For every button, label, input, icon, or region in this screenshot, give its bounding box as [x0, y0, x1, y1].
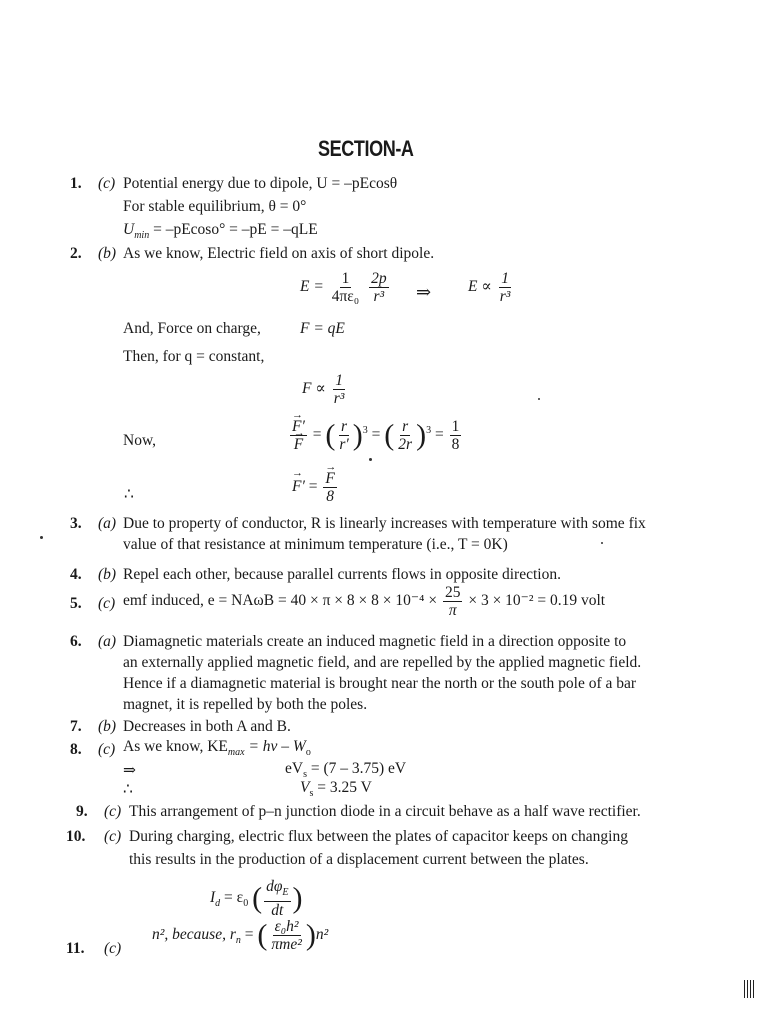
question-8-line-1 — [123, 738, 311, 758]
question-11-line-1: n², because, $r_n$ = ( $\frac{\text{ε₀h²}}{\text{πme²}}$ )n² — [152, 918, 329, 953]
epsilon-part: = ε — [220, 889, 244, 907]
question-10-line-2: this results in the production of a displacement current between the plates. — [129, 851, 589, 868]
question-8-number: 8. — [70, 741, 82, 758]
vs-rest: = 3.25 V — [313, 779, 372, 796]
n2-because: n², because, r — [152, 926, 236, 944]
rn-subscript: n — [235, 935, 241, 947]
now-label: Now, — [123, 432, 157, 449]
proportional-equation — [468, 270, 514, 305]
question-5-number: 5. — [70, 595, 82, 612]
vs-prefix: V — [300, 779, 310, 796]
question-3-line-1: Due to property of conductor, R is linearly increases with temperature with some fix — [123, 515, 646, 532]
question-4-line-1: Repel each other, because parallel currents flows in opposite direction. — [123, 566, 561, 583]
question-7-option: (b) — [98, 718, 117, 735]
question-11-number: 11. — [66, 940, 85, 957]
emf-frac-num: 25 — [444, 584, 461, 601]
e-proportional: E ∝ — [468, 278, 492, 296]
dphi: dφ — [266, 878, 283, 895]
question-3-option: (a) — [98, 515, 117, 532]
question-1-line-3 — [123, 221, 318, 241]
question-8-therefore: ∴ — [123, 781, 133, 798]
force-equation: F = qE — [300, 320, 345, 337]
corner-stamp — [718, 980, 754, 998]
rn-equals: = — [240, 926, 254, 944]
vs-subscript: s — [309, 788, 314, 800]
question-8-implies: ⇒ — [123, 762, 136, 779]
e-equals: E = — [300, 278, 324, 296]
emf-expression: emf induced, e = NAωB = 40 × π × 8 × 8 × 10⁻⁴ × — [123, 592, 438, 610]
dphi-subscript: E — [282, 887, 289, 899]
frac2-den: r³ — [373, 288, 385, 305]
dt: dt — [271, 902, 284, 920]
question-4-number: 4. — [70, 566, 82, 583]
ev-prefix: eV — [285, 760, 304, 777]
question-9-number: 9. — [76, 803, 88, 820]
min-subscript: min — [134, 230, 150, 242]
scan-speck — [601, 542, 603, 544]
force-proportional — [302, 372, 348, 407]
question-9-line-1: This arrangement of p–n junction diode in a circuit behave as a half wave rectifier. — [129, 803, 641, 820]
f-proportional: F ∝ — [302, 380, 326, 398]
implies-symbol: ⇒ — [416, 282, 432, 302]
question-10-number: 10. — [66, 828, 86, 845]
question-2-option: (b) — [98, 245, 117, 262]
question-4-option: (b) — [98, 566, 117, 583]
question-11-option: (c) — [104, 940, 122, 957]
therefore-symbol: ∴ — [124, 486, 134, 503]
question-5-line-1 — [123, 584, 605, 619]
u-symbol: U — [123, 221, 135, 238]
displacement-current-equation: $I_d = \varepsilon_0$ ( $\frac{d\varphi_E}{dt}$ ) — [210, 878, 303, 920]
final-force-equation: → F′ = → $\frac{F}{8}$ — [292, 470, 339, 505]
prop-den: r³ — [499, 288, 511, 305]
question-9-option: (c) — [104, 803, 122, 820]
id-subscript: d — [215, 898, 221, 910]
question-7-line-1: Decreases in both A and B. — [123, 718, 291, 735]
then-line: Then, for q = constant, — [123, 348, 265, 365]
final-den: 8 — [326, 488, 334, 505]
electric-field-equation — [300, 270, 391, 305]
ev-subscript: s — [303, 769, 307, 781]
question-3-number: 3. — [70, 515, 82, 532]
scan-speck — [538, 398, 540, 400]
epsilon-subscript: 0 — [243, 898, 249, 910]
question-6-line-2: an externally applied magnetic field, and are repelled by the applied magnetic field. — [123, 654, 642, 671]
question-8-option: (c) — [98, 741, 116, 758]
emf-result: × 3 × 10⁻² = 0.19 volt — [468, 592, 606, 610]
question-6-number: 6. — [70, 633, 82, 650]
scan-speck — [369, 458, 372, 461]
final-num: → F — [325, 470, 334, 487]
question-1-line-2: For stable equilibrium, θ = 0° — [123, 198, 307, 215]
frac1-num: 1 — [341, 270, 350, 287]
u-min-expression: = –pEcoso° = –pE = –qLE — [149, 221, 318, 238]
fprop-den: r³ — [333, 390, 345, 407]
ke-rest: = hν – W — [244, 738, 306, 755]
ke-prefix: As we know, KE — [123, 738, 228, 755]
rn-frac-den: πme² — [271, 936, 302, 953]
question-6-line-3: Hence if a diamagnetic material is brought near the north or the south pole of a bar — [123, 675, 637, 692]
question-7-number: 7. — [70, 718, 82, 735]
rn-frac-num: ε₀h² — [274, 918, 299, 935]
question-6-line-1: Diamagnetic materials create an induced magnetic field in a direction opposite to — [123, 633, 627, 650]
prop-num: 1 — [501, 270, 509, 287]
id-symbol: I — [210, 889, 216, 907]
wo-subscript: o — [305, 747, 311, 759]
question-6-line-4: magnet, it is repelled by both the poles. — [123, 696, 368, 713]
force-label: And, Force on charge, — [123, 320, 261, 337]
max-subscript: max — [227, 747, 245, 759]
question-2-line-1: As we know, Electric field on axis of short dipole. — [123, 245, 435, 262]
question-8-line-3 — [300, 779, 372, 799]
fprop-num: 1 — [335, 372, 343, 389]
question-1-number: 1. — [70, 175, 82, 192]
frac2-num: 2p — [371, 270, 387, 287]
question-1-option: (c) — [98, 175, 116, 192]
question-10-line-1: During charging, electric flux between the plates of capacitor keeps on changing — [129, 828, 628, 845]
question-3-line-2: value of that resistance at minimum temperature (i.e., T = 0K) — [123, 536, 508, 553]
scan-speck — [40, 536, 43, 539]
question-1-line-1: Potential energy due to dipole, U = –pEcosθ — [123, 175, 398, 192]
question-2-number: 2. — [70, 245, 82, 262]
ev-rest: = (7 – 3.75) eV — [306, 760, 407, 777]
question-6-option: (a) — [98, 633, 117, 650]
section-heading: SECTION-A — [318, 136, 414, 161]
question-10-option: (c) — [104, 828, 122, 845]
force-ratio-equation: → F′ → F = ( $\frac{r}{r'}$ )$^3$ = ( $\frac{r}{2r}$ )$^3$ = $\frac{1}{8}$ — [288, 418, 463, 453]
question-5-option: (c) — [98, 595, 116, 612]
frac1-den: 4πε₀ — [331, 288, 360, 305]
emf-frac-den: π — [448, 602, 457, 619]
n2-tail: n² — [315, 926, 329, 944]
question-8-line-2 — [285, 760, 406, 780]
